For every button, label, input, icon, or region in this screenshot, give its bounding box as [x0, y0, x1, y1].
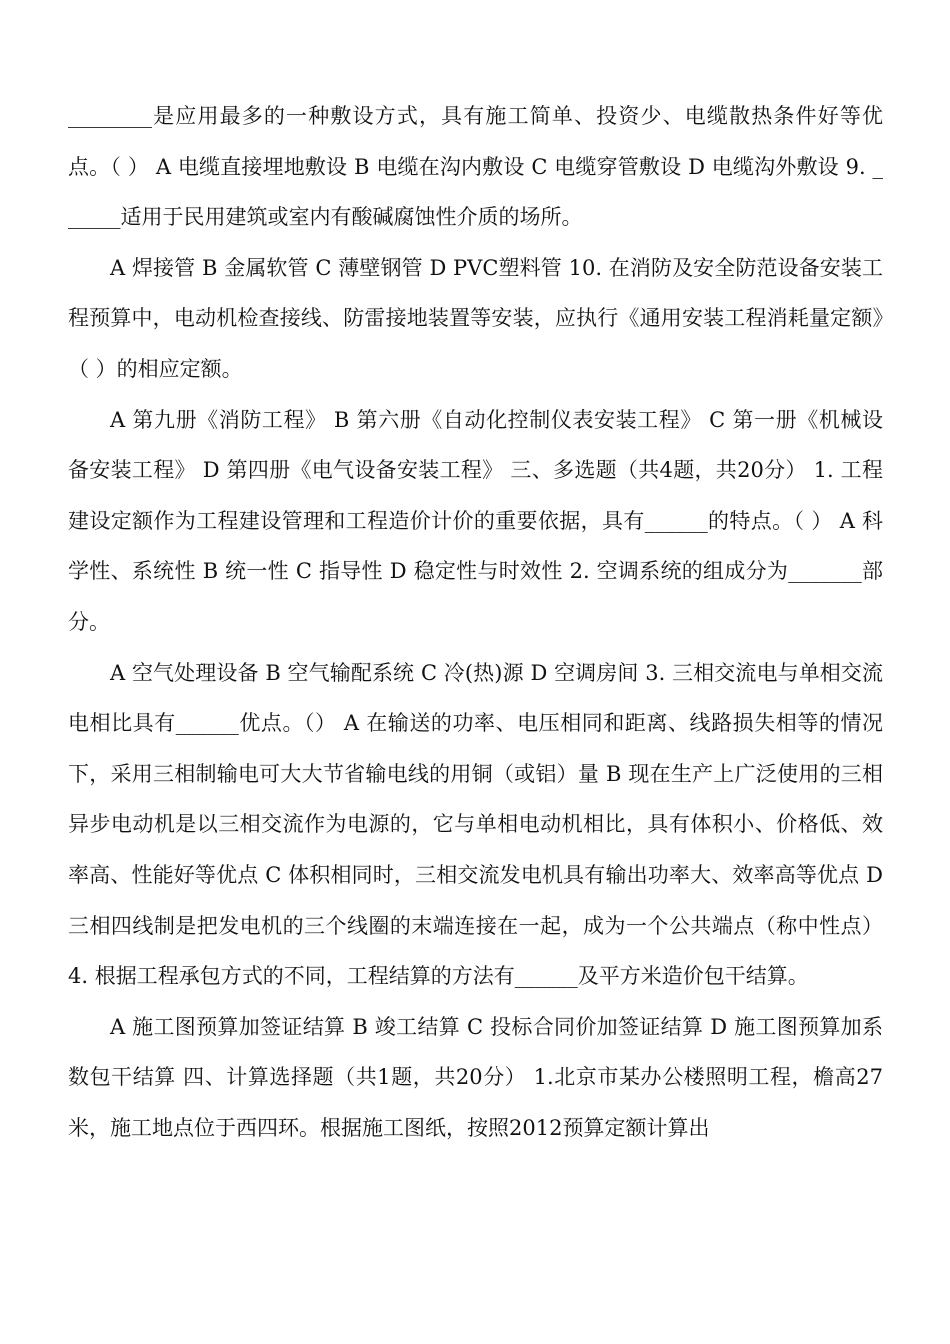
paragraph-2: A 焊接管 B 金属软管 C 薄壁钢管 D PVC塑料管 10. 在消防及安全防范设备安装工程预算中，电动机检查接线、防雷接地装置等安装，应执行《通用安装工程消耗量定额》（ ）的相应定额。	[68, 255, 883, 381]
document-body	[68, 91, 883, 1153]
paragraph-4: A 空气处理设备 B 空气输配系统 C 冷(热)源 D 空调房间 3. 三相交流电与单相交流电相比具有______优点。（） A 在输送的功率、电压相同和距离、线路损失相等的情况下，采用三相制输电可大大节省输电线的用铜（或铝）量 B 现在生产上广泛使用的三相异步电动机是以三相交流作为电源的，它与单相电动机相比，具有体积小、价格低、效率高、性能好等优点 C 体积相同时，三相交流发电机具有输出功率大、效率高等优点 D 三相四线制是把发电机的三个线圈的末端连接在一起，成为一个公共端点（称中性点） 4. 根据工程承包方式的不同，工程结算的方法有______及平方米造价包干结算。	[68, 660, 883, 989]
paragraph-3: A 第九册《消防工程》 B 第六册《自动化控制仪表安装工程》 C 第一册《机械设备安装工程》 D 第四册《电气设备安装工程》 三、多选题（共4题，共20分） 1. 工程建设定额作为工程建设管理和工程造价计价的重要依据，具有______的特点。（ ） A 科学性、系统性 B 统一性 C 指导性 D 稳定性与时效性 2. 空调系统的组成分为_______部分。	[68, 407, 883, 634]
paragraph-5: A 施工图预算加签证结算 B 竣工结算 C 投标合同价加签证结算 D 施工图预算加系数包干结算 四、计算选择题（共1题，共20分） 1.北京市某办公楼照明工程，檐高27米，施工地点位于西四环。根据施工图纸，按照2012预算定额计算出	[68, 1014, 883, 1140]
paragraph-1: ________是应用最多的一种敷设方式，具有施工简单、投资少、电缆散热条件好等优点。（ ） A 电缆直接埋地敷设 B 电缆在沟内敷设 C 电缆穿管敷设 D 电缆沟外敷设 9. ______适用于民用建筑或室内有酸碱腐蚀性介质的场所。	[68, 104, 883, 230]
